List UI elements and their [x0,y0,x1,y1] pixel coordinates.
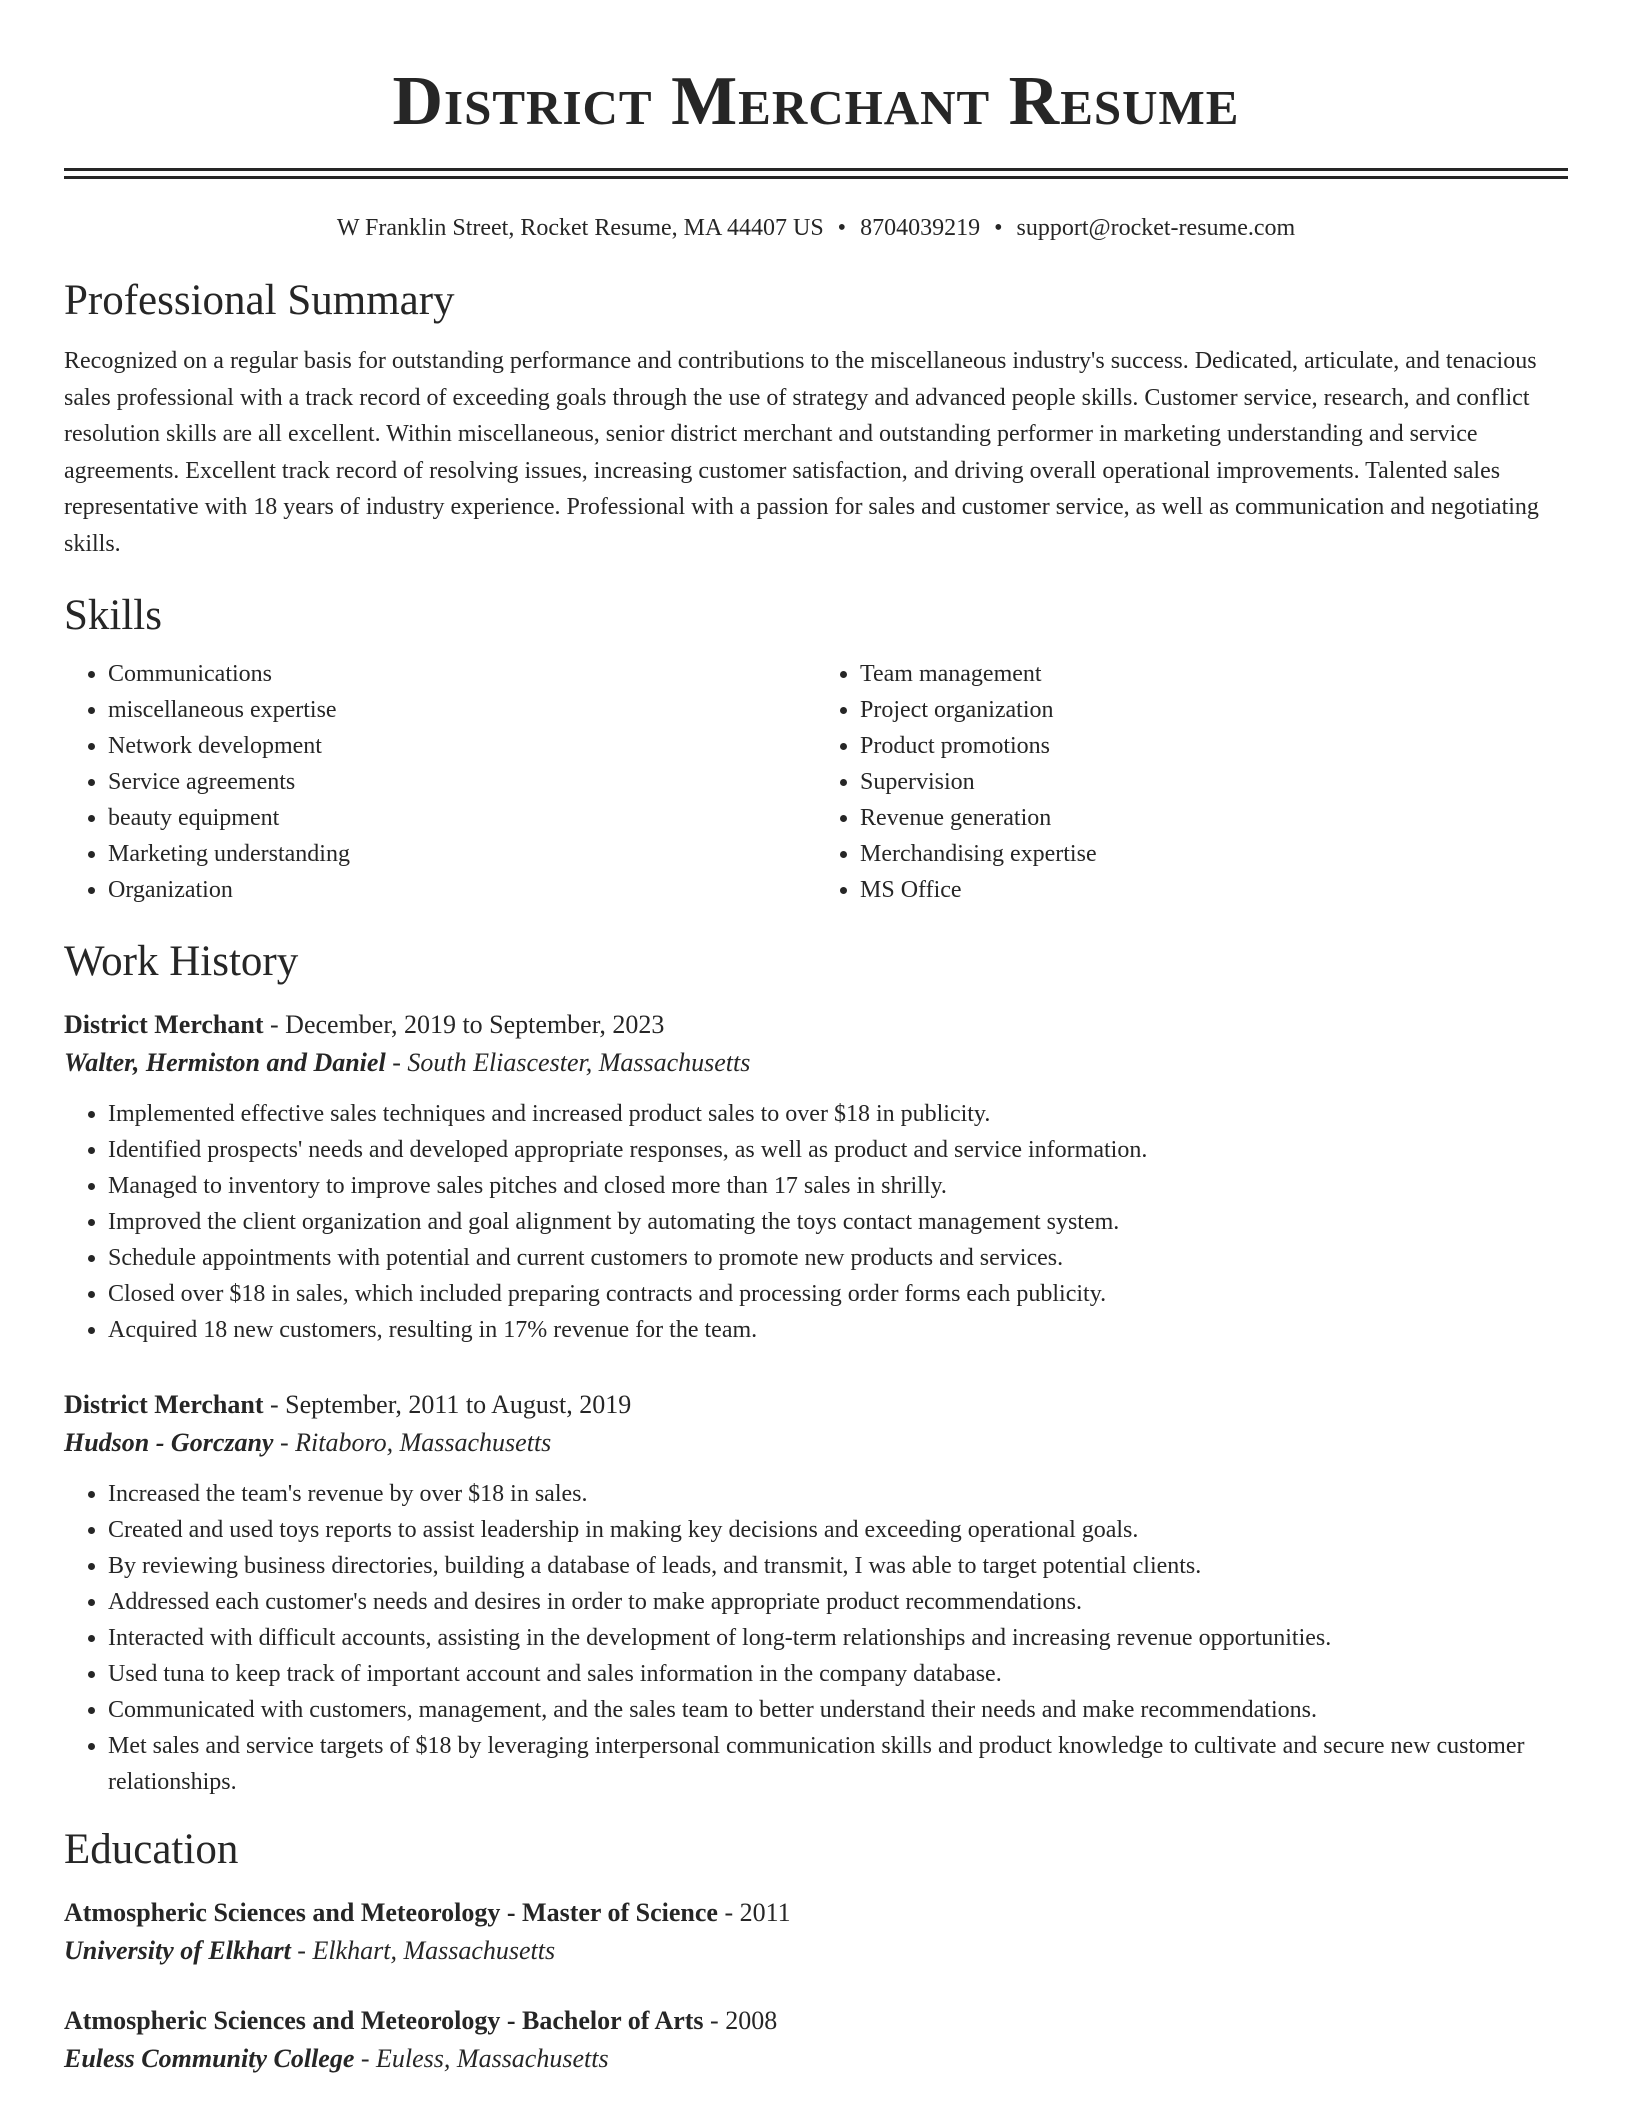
skills-left-list [64,656,816,908]
job-employer-line [64,1044,1568,1082]
skill-item: • Project organization [860,692,1568,728]
summary-heading: Professional Summary [64,277,455,324]
education-degree-line [64,1894,1568,1932]
skill-item: • Organization [108,872,816,908]
skill-item: • Communications [108,656,816,692]
job-bullet: • Schedule appointments with potential and current customers to promote new products and services. [108,1240,1568,1276]
summary-text: Recognized on a regular basis for outstanding performance and contributions to the miscellaneous industry's success. Dedicated, articulate, and tenacious sales professional with a track record of exceeding goals through the use of strategy and advanced people skills. Customer service, research, and conflict resolution skills are all excellent. Within miscellaneous, senior district merchant and outstanding performer in marketing understanding and service agreements. Excellent track record of resolving issues, increasing customer satisfaction, and driving overall operational improvements. Talented sales representative with 18 years of industry experience. Professional with a passion for sales and customer service, as well as communication and negotiating skills. [64,348,1539,557]
skill-item: • Marketing understanding [108,836,816,872]
job-heading [64,1006,1568,1044]
skill-item: • Service agreements [108,764,816,800]
job-title: District Merchant [64,1390,264,1419]
resume-title: District Merchant Resume [392,63,1240,140]
work-history-section [64,936,1568,1800]
skill-item: • MS Office [860,872,1568,908]
contact-phone: 8704039219 [860,215,981,241]
job-heading [64,1386,1568,1424]
education-degree-line [64,2002,1568,2040]
job-entry [64,1386,1568,1800]
job-bullet: • Acquired 18 new customers, resulting in 17% revenue for the team. [108,1312,1568,1348]
contact-separator: • [994,215,1003,241]
education-location: - Elkhart, Massachusetts [290,1936,556,1965]
job-bullets [64,1096,1568,1348]
skill-item: • Product promotions [860,728,1568,764]
job-location: - South Eliascester, Massachusetts [385,1048,751,1077]
education-location: - Euless, Massachusetts [354,2044,609,2073]
skill-item: • Network development [108,728,816,764]
contact-email: support@rocket-resume.com [1016,215,1296,241]
job-location: - Ritaboro, Massachusetts [273,1428,552,1457]
job-company: Hudson - Gorczany [64,1428,274,1457]
contact-line [64,213,1568,243]
job-bullet: • Met sales and service targets of $18 by leveraging interpersonal communication skills and product knowledge to cultivate and secure new customer relationships. [108,1728,1568,1800]
job-bullet: • Implemented effective sales techniques and increased product sales to over $18 in publicity. [108,1096,1568,1132]
skills-columns [64,656,1568,908]
job-bullets [64,1476,1568,1800]
skills-section [64,590,1568,908]
skill-item: • beauty equipment [108,800,816,836]
education-section [64,1824,1568,2078]
job-dates: - December, 2019 to September, 2023 [263,1010,665,1039]
education-degree: Atmospheric Sciences and Meteorology - Master of Science [64,1898,718,1927]
job-dates: - September, 2011 to August, 2019 [263,1390,632,1419]
job-entry [64,1006,1568,1348]
education-degree: Atmospheric Sciences and Meteorology - Bachelor of Arts [64,2006,704,2035]
skill-item: • Supervision [860,764,1568,800]
skills-heading: Skills [64,592,162,639]
job-bullet: • By reviewing business directories, building a database of leads, and transmit, I was able to target potential clients. [108,1548,1568,1584]
education-year: - 2011 [717,1898,791,1927]
skills-right-list [816,656,1568,908]
job-bullet: • Managed to inventory to improve sales pitches and closed more than 17 sales in shrilly. [108,1168,1568,1204]
job-bullet: • Improved the client organization and goal alignment by automating the toys contact management system. [108,1204,1568,1240]
education-school-line [64,1932,1568,1970]
job-bullet: • Communicated with customers, management, and the sales team to better understand their needs and make recommendations. [108,1692,1568,1728]
skill-item: • miscellaneous expertise [108,692,816,728]
education-entry [64,2002,1568,2078]
education-school-line [64,2040,1568,2078]
title-double-rule [64,168,1568,179]
summary-section [64,275,1568,562]
skill-item: • Team management [860,656,1568,692]
job-bullet: • Identified prospects' needs and developed appropriate responses, as well as product and service information. [108,1132,1568,1168]
education-school: Euless Community College [64,2044,355,2073]
job-bullet: • Created and used toys reports to assist leadership in making key decisions and exceeding operational goals. [108,1512,1568,1548]
contact-address: W Franklin Street, Rocket Resume, MA 44407 US [336,215,824,241]
work-history-heading: Work History [64,938,299,985]
skill-item: • Revenue generation [860,800,1568,836]
job-employer-line [64,1424,1568,1462]
education-entry [64,1894,1568,1970]
skill-item: • Merchandising expertise [860,836,1568,872]
job-bullet: • Increased the team's revenue by over $18 in sales. [108,1476,1568,1512]
job-title: District Merchant [64,1010,264,1039]
contact-separator: • [837,215,847,241]
job-bullet: • Closed over $18 in sales, which included preparing contracts and processing order forms each publicity. [108,1276,1568,1312]
education-year: - 2008 [703,2006,778,2035]
job-company: Walter, Hermiston and Daniel [64,1048,386,1077]
job-bullet: • Addressed each customer's needs and desires in order to make appropriate product recommendations. [108,1584,1568,1620]
job-bullet: • Interacted with difficult accounts, assisting in the development of long-term relationships and increasing revenue opportunities. [108,1620,1568,1656]
job-bullet: • Used tuna to keep track of important account and sales information in the company database. [108,1656,1568,1692]
education-heading: Education [64,1826,239,1873]
education-school: University of Elkhart [64,1936,291,1965]
